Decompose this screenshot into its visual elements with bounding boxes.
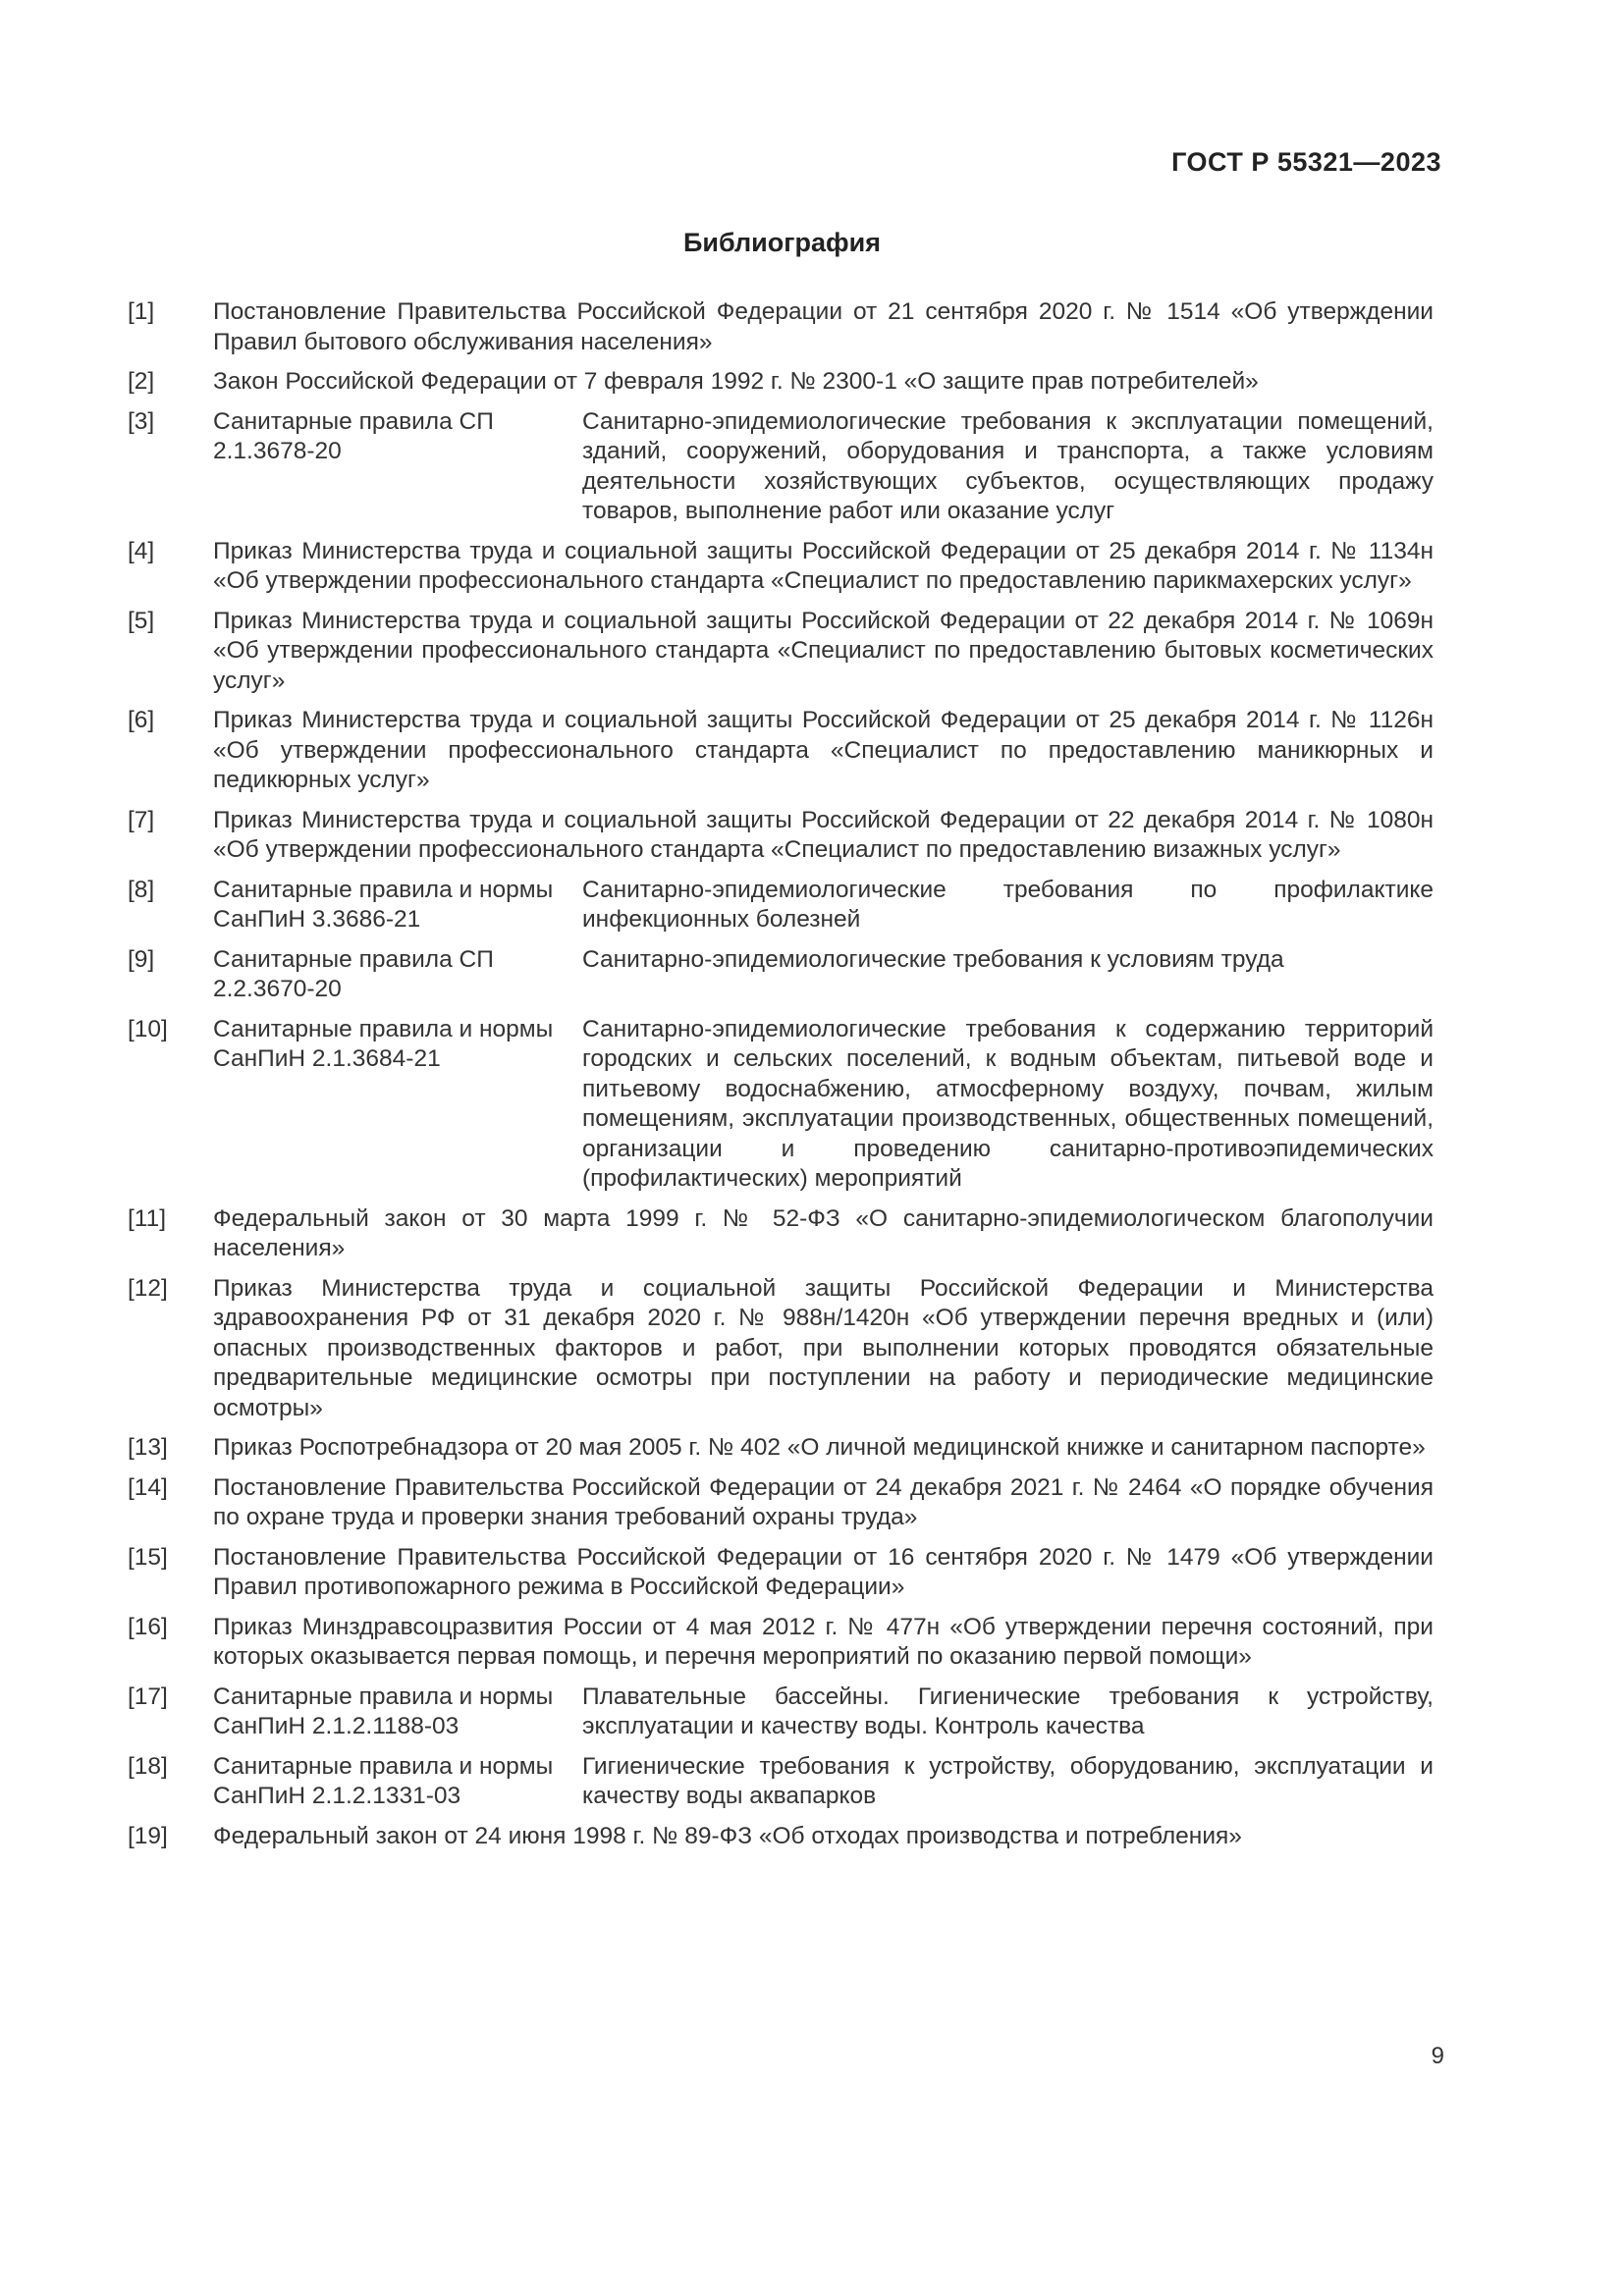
entry-text: Постановление Правительства Российской Федерации от 24 декабря 2021 г. № 2464 «О порядке обучения по охране труда и проверки знания требований охраны труда» [213,1473,1434,1530]
page-title: Библиография [683,228,881,257]
entry-number: [13] [128,1434,168,1461]
bibliography-entry [128,607,1434,697]
bibliography-entry [128,407,1434,527]
entry-description: Санитарно-эпидемиологические требования к условиям труда [582,945,1284,973]
entry-number: [17] [128,1682,168,1710]
entry-text: Приказ Министерства труда и социальной защиты Российской Федерации и Министерства здравоохранения РФ от 31 декабря 2020 г. № 988н/1420н «Об утверждении перечня вредных и (или) опасных производственных факторов и работ, при выполнении которых проводятся обязательные предварительные медицинские осмотры при поступлении на работу и периодические медицинские осмотры» [213,1274,1434,1421]
bibliography-entry [128,1613,1434,1673]
entry-text: Приказ Минздравсоцразвития России от 4 мая 2012 г. № 477н «Об утверждении перечня состояний, при которых оказывается первая помощь, и перечня мероприятий по оказанию первой помощи» [213,1613,1434,1670]
entry-document: Санитарные правила и нормы СанПиН 2.1.2.1331-03 [213,1752,554,1809]
entry-number: [3] [128,407,155,435]
entry-number: [4] [128,537,155,564]
entry-number: [18] [128,1752,168,1780]
bibliography-entry [128,537,1434,597]
entry-text: Постановление Правительства Российской Федерации от 21 сентября 2020 г. № 1514 «Об утверждении Правил бытового обслуживания населения» [213,298,1434,355]
entry-number: [14] [128,1473,168,1501]
bibliography-entry [128,367,1434,398]
bibliography-entry [128,1682,1434,1742]
entry-number: [10] [128,1015,168,1042]
entry-document: Санитарные правила и нормы СанПиН 2.1.3684-21 [213,1015,554,1072]
bibliography-entry [128,1543,1434,1603]
entry-number: [6] [128,707,155,733]
entry-number: [16] [128,1613,168,1640]
entry-text: Приказ Министерства труда и социальной защиты Российской Федерации от 22 декабря 2014 г. № 1080н «Об утверждении профессионального стандарта «Специалист по предоставлению визажных услуг» [213,806,1434,863]
document-id: ГОСТ Р 55321—2023 [1171,147,1441,177]
bibliography-entry [128,1473,1434,1533]
entry-number: [19] [128,1822,168,1849]
entry-document: Санитарные правила и нормы СанПиН 2.1.2.1188-03 [213,1682,554,1739]
bibliography-entry [128,876,1434,935]
entry-number: [7] [128,806,155,833]
entry-number: [5] [128,607,155,634]
entry-text: Приказ Министерства труда и социальной защиты Российской Федерации от 25 декабря 2014 г. № 1134н «Об утверждении профессионального стандарта «Специалист по предоставлению парикмахерских услуг» [213,537,1434,594]
bibliography-entry [128,945,1434,1005]
bibliography-list [128,297,1434,1861]
entry-description: Санитарно-эпидемиологические требования по профилактике инфекционных болезней [582,876,1434,933]
entry-text: Закон Российской Федерации от 7 февраля 1992 г. № 2300-1 «О защите прав потребителей» [213,368,1259,395]
entry-number: [15] [128,1543,168,1571]
entry-number: [9] [128,945,155,973]
bibliography-entry [128,297,1434,357]
entry-description: Гигиенические требования к устройству, оборудованию, эксплуатации и качеству воды аквапарков [582,1752,1434,1809]
bibliography-entry [128,1274,1434,1424]
entry-text: Федеральный закон от 24 июня 1998 г. № 89-ФЗ «Об отходах производства и потребления» [213,1822,1242,1849]
bibliography-entry [128,1015,1434,1195]
entry-number: [1] [128,298,155,325]
entry-description: Санитарно-эпидемиологические требования к эксплуатации помещений, зданий, сооружений, оборудования и транспорта, а также условиям деятельности хозяйствующих субъектов, осуществляющих продажу товаров, выполнение работ или оказание услуг [582,407,1434,524]
entry-text: Федеральный закон от 30 марта 1999 г. № 52-ФЗ «О санитарно-эпидемиологическом благополучии населения» [213,1204,1434,1261]
entry-number: [12] [128,1274,168,1302]
entry-number: [11] [128,1204,167,1232]
bibliography-entry [128,706,1434,796]
entry-document: Санитарные правила СП 2.2.3670-20 [213,945,494,1002]
bibliography-entry [128,1204,1434,1264]
entry-text: Приказ Министерства труда и социальной защиты Российской Федерации от 22 декабря 2014 г. № 1069н «Об утверждении профессионального стандарта «Специалист по предоставлению бытовых косметических услуг» [213,607,1434,694]
entry-text: Приказ Роспотребнадзора от 20 мая 2005 г. № 402 «О личной медицинской книжке и санитарном паспорте» [213,1434,1426,1461]
entry-number: [8] [128,876,155,903]
entry-text: Постановление Правительства Российской Федерации от 16 сентября 2020 г. № 1479 «Об утверждении Правил противопожарного режима в Российской Федерации» [213,1543,1434,1600]
entry-document: Санитарные правила СП 2.1.3678-20 [213,407,494,464]
bibliography-entry [128,1433,1434,1464]
entry-description: Санитарно-эпидемиологические требования к содержанию территорий городских и сельских поселений, к водным объектам, питьевой воде и питьевому водоснабжению, атмосферному воздуху, почвам, жилым помещениям, эксплуатации производственных, общественных помещений, организации и проведению санитарно-противоэпидемических (профилактических) мероприятий [582,1015,1434,1192]
bibliography-entry [128,806,1434,866]
entry-text: Приказ Министерства труда и социальной защиты Российской Федерации от 25 декабря 2014 г. № 1126н «Об утверждении профессионального стандарта «Специалист по предоставлению маникюрных и педикюрных услуг» [213,707,1434,793]
entry-description: Плавательные бассейны. Гигиенические требования к устройству, эксплуатации и качеству воды. Контроль качества [582,1682,1434,1739]
bibliography-entry [128,1822,1434,1852]
entry-number: [2] [128,368,155,395]
bibliography-entry [128,1752,1434,1812]
entry-document: Санитарные правила и нормы СанПиН 3.3686-21 [213,876,554,933]
page-number: 9 [1431,2043,1444,2069]
